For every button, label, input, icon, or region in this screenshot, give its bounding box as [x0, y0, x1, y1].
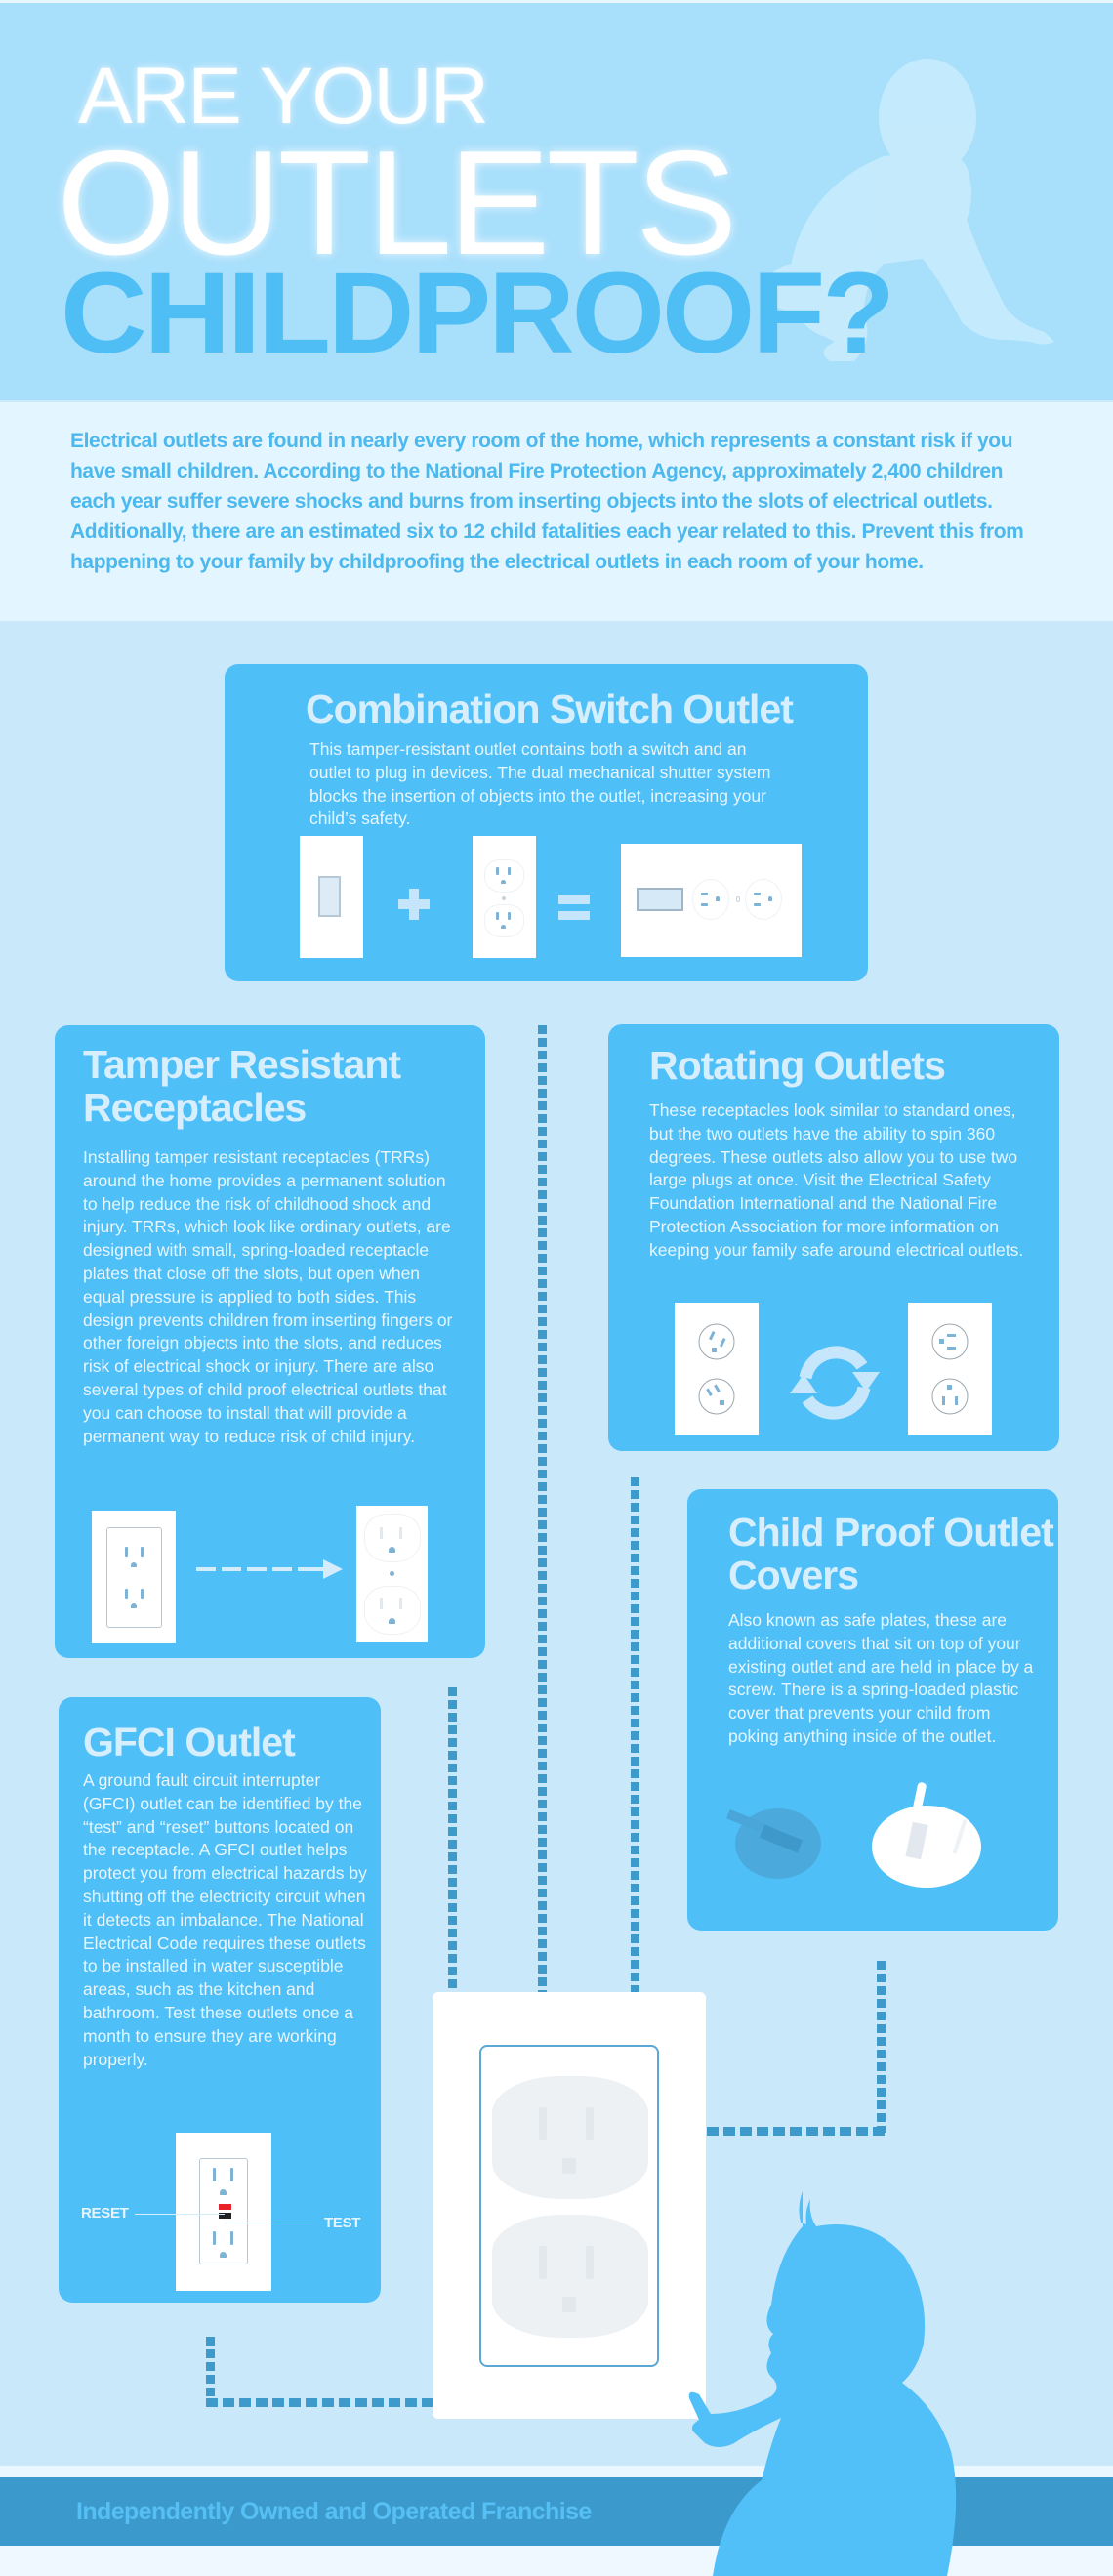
hero-top-border [0, 0, 1113, 3]
connector-line-gfci [206, 2337, 215, 2407]
card-body: Also known as safe plates, these are additional covers that sit on top of your existing outlet and are held in place by a screw. There is a spring-loaded plastic cover that prevents your child from poking anything inside of the outlet. [728, 1610, 1034, 1746]
toddler-silhouette-icon [625, 2187, 1035, 2576]
rocker-switch-icon [637, 888, 683, 911]
card-gfci-outlet [59, 1697, 381, 2303]
card-body: This tamper-resistant outlet contains both a switch and an outlet to plug in devices. The dual mechanical shutter system blocks the insertion of objects into the outlet, increasing your child’s safety. [309, 739, 771, 829]
connector-line-covers [877, 1961, 886, 2133]
connector-line-left [448, 1687, 457, 1992]
reset-button [219, 2204, 231, 2210]
hero-banner [0, 0, 1113, 400]
outlet-cover-blue-icon [721, 1797, 829, 1885]
card-body: Installing tamper resistant receptacles (TRRs) around the home provides a permanent solution to help reduce the risk of childhood shock and injury. TRRs, which look like ordinary outlets, are designed with small, spring-loaded receptacle plates that close off the slots, but open when equal pressure is applied to both sides. This design prevents children from inserting fingers or other foreign objects into the slots, and reduces risk of electrical shock or injury. There are also several types of child proof electrical outlets that you can choose to install that will provide a permanent way to reduce risk of child injury. [83, 1147, 453, 1446]
standard-outlet-icon [92, 1511, 176, 1643]
card-child-proof-outlet-covers [687, 1489, 1058, 1931]
card-tamper-resistant-receptacles [55, 1025, 485, 1658]
combination-outlet-plate-icon [621, 844, 802, 957]
equals-icon [558, 892, 590, 923]
tamper-resistant-outlet-icon [356, 1506, 428, 1642]
connector-line-mid-right [631, 1477, 639, 1992]
rotated-outlet-icon-left [675, 1303, 759, 1435]
card-title: Child Proof Outlet Covers [728, 1510, 1053, 1599]
card-title: Rotating Outlets [649, 1043, 945, 1088]
plus-icon [398, 889, 430, 920]
intro-section [0, 402, 1113, 621]
intro-text: Electrical outlets are found in nearly every room of the home, which represents a constant risk if you have small children. According to the National Fire Protection Agency, approximately 2,400 children each year suffer severe shocks and burns from inserting objects into the slots of electrical outlets. Additionally, there are an estimated six to 12 child fatalities each year related to this. Prevent this from happening to your family by childproofing the electrical outlets in each room of your home. [70, 430, 1024, 573]
card-body: These receptacles look similar to standard ones, but the two outlets have the ability to spin 360 degrees. These outlets also allow you to use two large plugs at once. Visit the Electrical Safety Foundation International and the National Fire Protection Association for more information on keeping your family safe around electrical outlets. [649, 1101, 1024, 1260]
connector-line-gfci-horizontal [206, 2398, 433, 2407]
hero-title-line-3: CHILDPROOF? [61, 249, 892, 378]
card-combination-switch-outlet [225, 664, 868, 981]
connector-line-center [538, 1025, 547, 1992]
outlet-face-top [492, 2076, 648, 2199]
connector-line-covers-horizontal [707, 2127, 886, 2136]
test-label: TEST [324, 2215, 361, 2231]
outlet-plate-icon [473, 836, 536, 958]
dashed-arrow-icon [196, 1559, 348, 1579]
card-rotating-outlets [608, 1024, 1059, 1451]
toggle-switch-icon [318, 876, 341, 917]
switch-plate-icon [300, 836, 363, 958]
card-title: Combination Switch Outlet [306, 686, 793, 731]
hero-title-line-2: OUTLETS [57, 120, 734, 286]
card-title: Tamper Resistant Receptacles [83, 1042, 401, 1131]
card-title: GFCI Outlet [83, 1720, 295, 1765]
hero-title-line-1: ARE YOUR [78, 52, 488, 141]
outlet-cover-white-icon [868, 1782, 985, 1890]
reset-label: RESET [81, 2205, 129, 2222]
rotate-arrows-icon [788, 1339, 882, 1427]
gfci-outlet-icon [176, 2133, 271, 2291]
rotated-outlet-icon-right [908, 1303, 992, 1435]
footer-text: Independently Owned and Operated Franchise [76, 2498, 592, 2525]
card-body: A ground fault circuit interrupter (GFCI) outlet can be identified by the “test” and “reset” buttons located on the receptacle. A GFCI outlet helps protect you from electrical hazards by shutting off the electricity circuit when it detects an imbalance. The National Electrical Code requires these outlets to be installed in water susceptible areas, such as the kitchen and bathroom. Test these outlets once a month to ensure they are working properly. [83, 1770, 367, 2069]
reset-leader-line [135, 2214, 225, 2215]
